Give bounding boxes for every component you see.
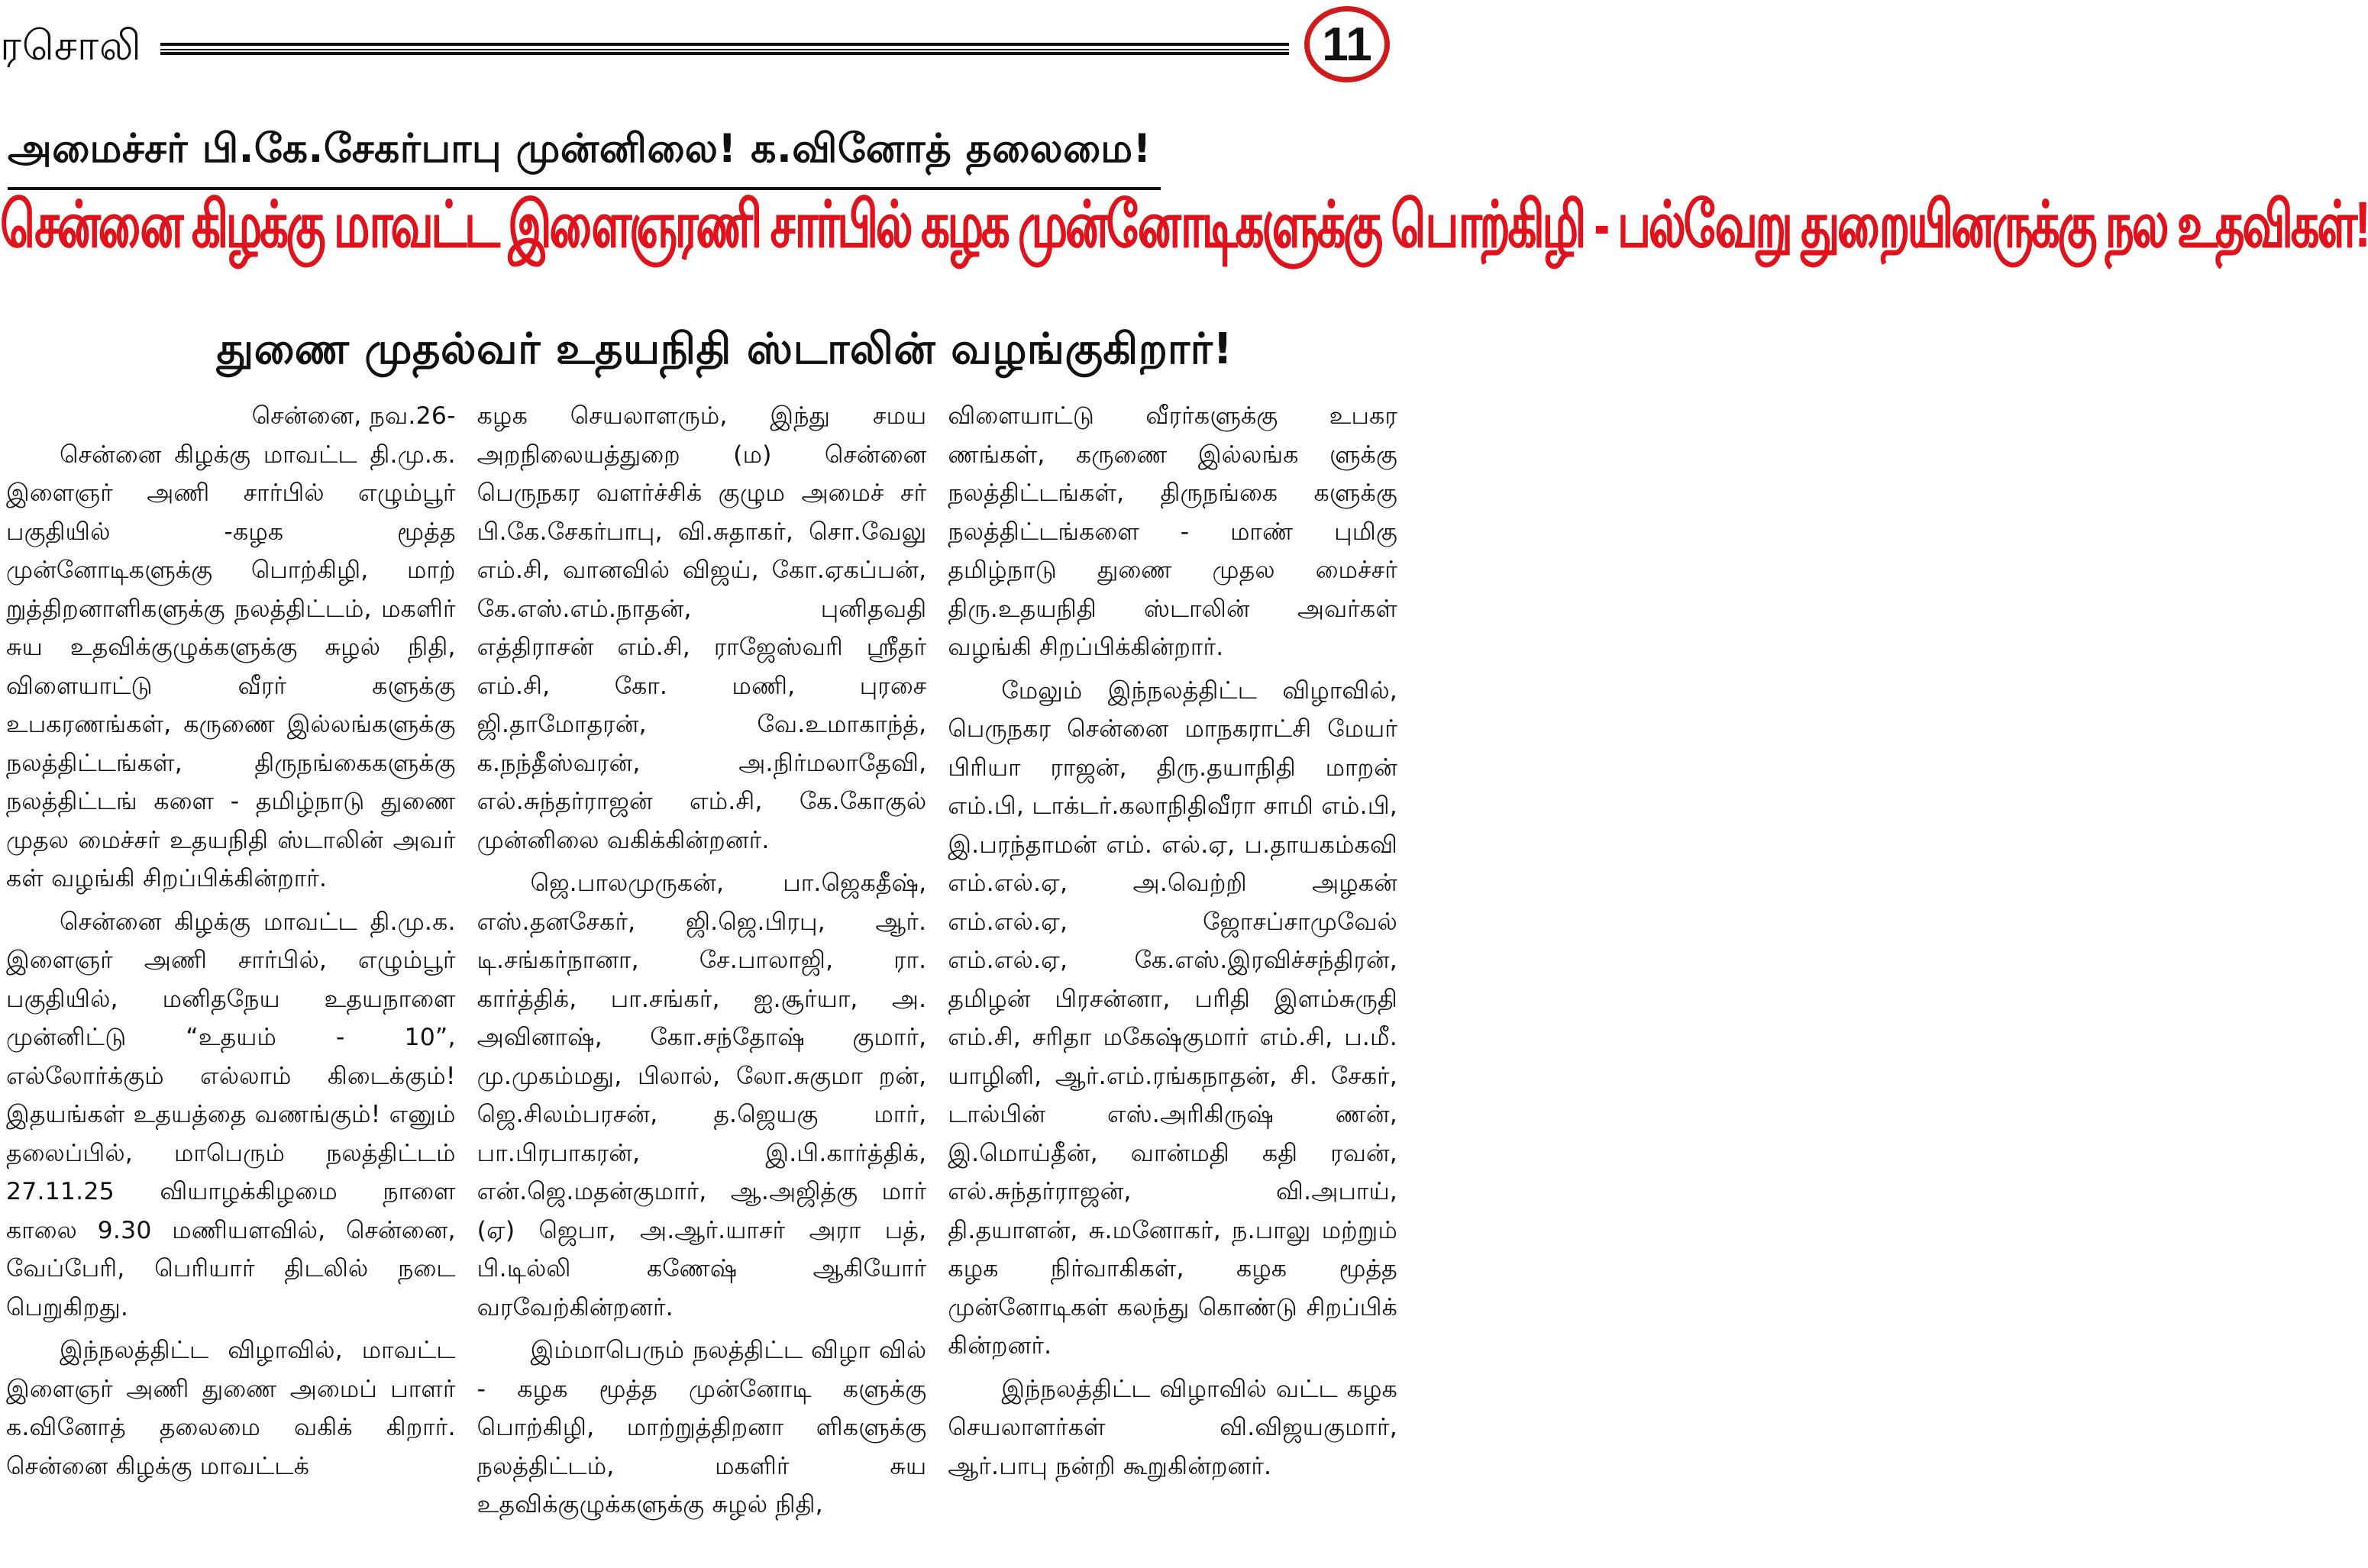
masthead-rule [160,43,1289,55]
paragraph: இந்நலத்திட்ட விழாவில், மாவட்ட இளைஞர் அணி துணை அமைப் பாளர் க.வினோத் தலைமை வகிக் கிறார். சென்னை கிழக்கு மாவட்டக் [6,1337,456,1480]
sub-headline: துணை முதல்வர் உதயநிதி ஸ்டாலின் வழங்குகிறார்! [216,324,1233,374]
main-headline: சென்னை கிழக்கு மாவட்ட இளைஞரணி சார்பில் கழக முன்னோடிகளுக்கு பொற்கிழி - பல்வேறு துறையினருக்கு நல உதவிகள்! [0,189,2368,261]
paragraph: விளையாட்டு வீரர்களுக்கு உபகர ணங்கள், கருணை இல்லங்க ளுக்கு நலத்திட்டங்கள், திருநங்கை களுக்கு நலத்திட்டங்களை - மாண் புமிகு தமிழ்நாடு துணை முதல மைச்சர் திரு.உதயநிதி ஸ்டாலின் அவர்கள் வழங்கி சிறப்பிக்கின்றார். [948,402,1398,661]
article-column-2 [477,397,927,1563]
paragraph: இந்நலத்திட்ட விழாவில் வட்ட கழக செயலாளர்கள் வி.விஜயகுமார், ஆர்.பாபு நன்றி கூறுகின்றனர். [948,1375,1398,1480]
paragraph: மேலும் இந்நலத்திட்ட விழாவில், பெருநகர சென்னை மாநகராட்சி மேயர் பிரியா ராஜன், திரு.தயாநிதி மாறன் எம்.பி, டாக்டர்.கலாநிதிவீரா சாமி எம்.பி, இ.பரந்தாமன் எம். எல்.ஏ, ப.தாயகம்கவி எம்.எல்.ஏ, அ.வெற்றி அழகன் எம்.எல்.ஏ, ஜோசப்சாமுவேல் எம்.எல்.ஏ, கே.எஸ்.இரவிச்சந்திரன், தமிழன் பிரசன்னா, பரிதி இளம்சுருதி எம்.சி, சரிதா மகேஷ்குமார் எம்.சி, ப.மீ. யாழினி, ஆர்.எம்.ரங்கநாதன், சி. சேகர், டால்பின் எஸ்.அரிகிருஷ் ணன், இ.மொய்தீன், வான்மதி கதி ரவன், எல்.சுந்தர்ராஜன், வி.அபாய், தி.தயாளன், சு.மனோகர், ந.பாலு மற்றும் கழக நிர்வாகிகள், கழக மூத்த முன்னோடிகள் கலந்து கொண்டு சிறப்பிக் கின்றனர். [948,676,1398,1360]
masthead-name: ரசொலி [0,21,143,69]
paragraph: ஜெ.பாலமுருகன், பா.ஜெகதீஷ், எஸ்.தனசேகர், ஜி.ஜெ.பிரபு, ஆர். டி.சங்கர்நானா, சே.பாலாஜி, ரா. கார்த்திக், பா.சங்கர், ஐ.சூர்யா, அ. அவினாஷ், கோ.சந்தோஷ் குமார், மு.முகம்மது, பிலால், லோ.சுகுமா றன், ஜெ.சிலம்பரசன், த.ஜெயகு மார், பா.பிரபாகரன், இ.பி.கார்த்திக், என்.ஜெ.மதன்குமார், ஆ.அஜித்கு மார் (ஏ) ஜெபா, அ.ஆர்.யாசர் அரா பத், பி.டில்லி கணேஷ் ஆகியோர் வரவேற்கின்றனர். [477,869,927,1321]
article-body [6,397,1397,1563]
article-column-3 [948,397,1397,1563]
page-number-badge: 11 [1304,6,1390,82]
dateline: சென்னை, நவ.26- [251,402,456,430]
masthead [0,0,1404,95]
paragraph: இம்மாபெரும் நலத்திட்ட விழா வில் - கழக மூத்த முன்னோடி களுக்கு பொற்கிழி, மாற்றுத்திறனா ளிகளுக்கு நலத்திட்டம், மகளிர் சுய உதவிக்குழுக்களுக்கு சுழல் நிதி, [477,1337,927,1518]
kicker-headline: அமைச்சர் பி.கே.சேகர்பாபு முன்னிலை! க.வினோத் தலைமை! [8,126,1161,190]
paragraph: சென்னை கிழக்கு மாவட்ட தி.மு.க. இளைஞர் அணி சார்பில் எழும்பூர் பகுதியில் -கழக மூத்த முன்னோடிகளுக்கு பொற்கிழி, மாற் றுத்திறனாளிகளுக்கு நலத்திட்டம், மகளிர் சுய உதவிக்குழுக்களுக்கு சுழல் நிதி, விளையாட்டு வீரர் களுக்கு உபகரணங்கள், கருணை இல்லங்களுக்கு நலத்திட்டங்கள், திருநங்கைகளுக்கு நலத்திட்டங் களை - தமிழ்நாடு துணை முதல மைச்சர் உதயநிதி ஸ்டாலின் அவர் கள் வழங்கி சிறப்பிக்கின்றார். [6,440,456,892]
article-column-1 [6,397,456,1563]
paragraph: சென்னை கிழக்கு மாவட்ட தி.மு.க. இளைஞர் அணி சார்பில், எழும்பூர் பகுதியில், மனிதநேய உதயநாளை முன்னிட்டு “உதயம் - 10”, எல்லோர்க்கும் எல்லாம் கிடைக்கும்! இதயங்கள் உதயத்தை வணங்கும்! எனும் தலைப்பில், மாபெரும் நலத்திட்டம் 27.11.25 வியாழக்கிழமை நாளை காலை 9.30 மணியளவில், சென்னை, வேப்பேரி, பெரியார் திடலில் நடை பெறுகிறது. [6,908,456,1321]
paragraph: கழக செயலாளரும், இந்து சமய அறநிலையத்துறை (ம) சென்னை பெருநகர வளர்ச்சிக் குழும அமைச் சர் பி.கே.சேகர்பாபு, வி.சுதாகர், சொ.வேலு எம்.சி, வானவில் விஜய், கோ.ஏகப்பன், கே.எஸ்.எம்.நாதன், புனிதவதி எத்திராசன் எம்.சி, ராஜேஸ்வரி ஸ்ரீதர் எம்.சி, கோ. மணி, புரசை ஜி.தாமோதரன், வே.உமாகாந்த், க.நந்தீஸ்வரன், அ.நிர்மலாதேவி, எல்.சுந்தர்ராஜன் எம்.சி, கே.கோகுல் முன்னிலை வகிக்கின்றனர். [477,402,927,854]
